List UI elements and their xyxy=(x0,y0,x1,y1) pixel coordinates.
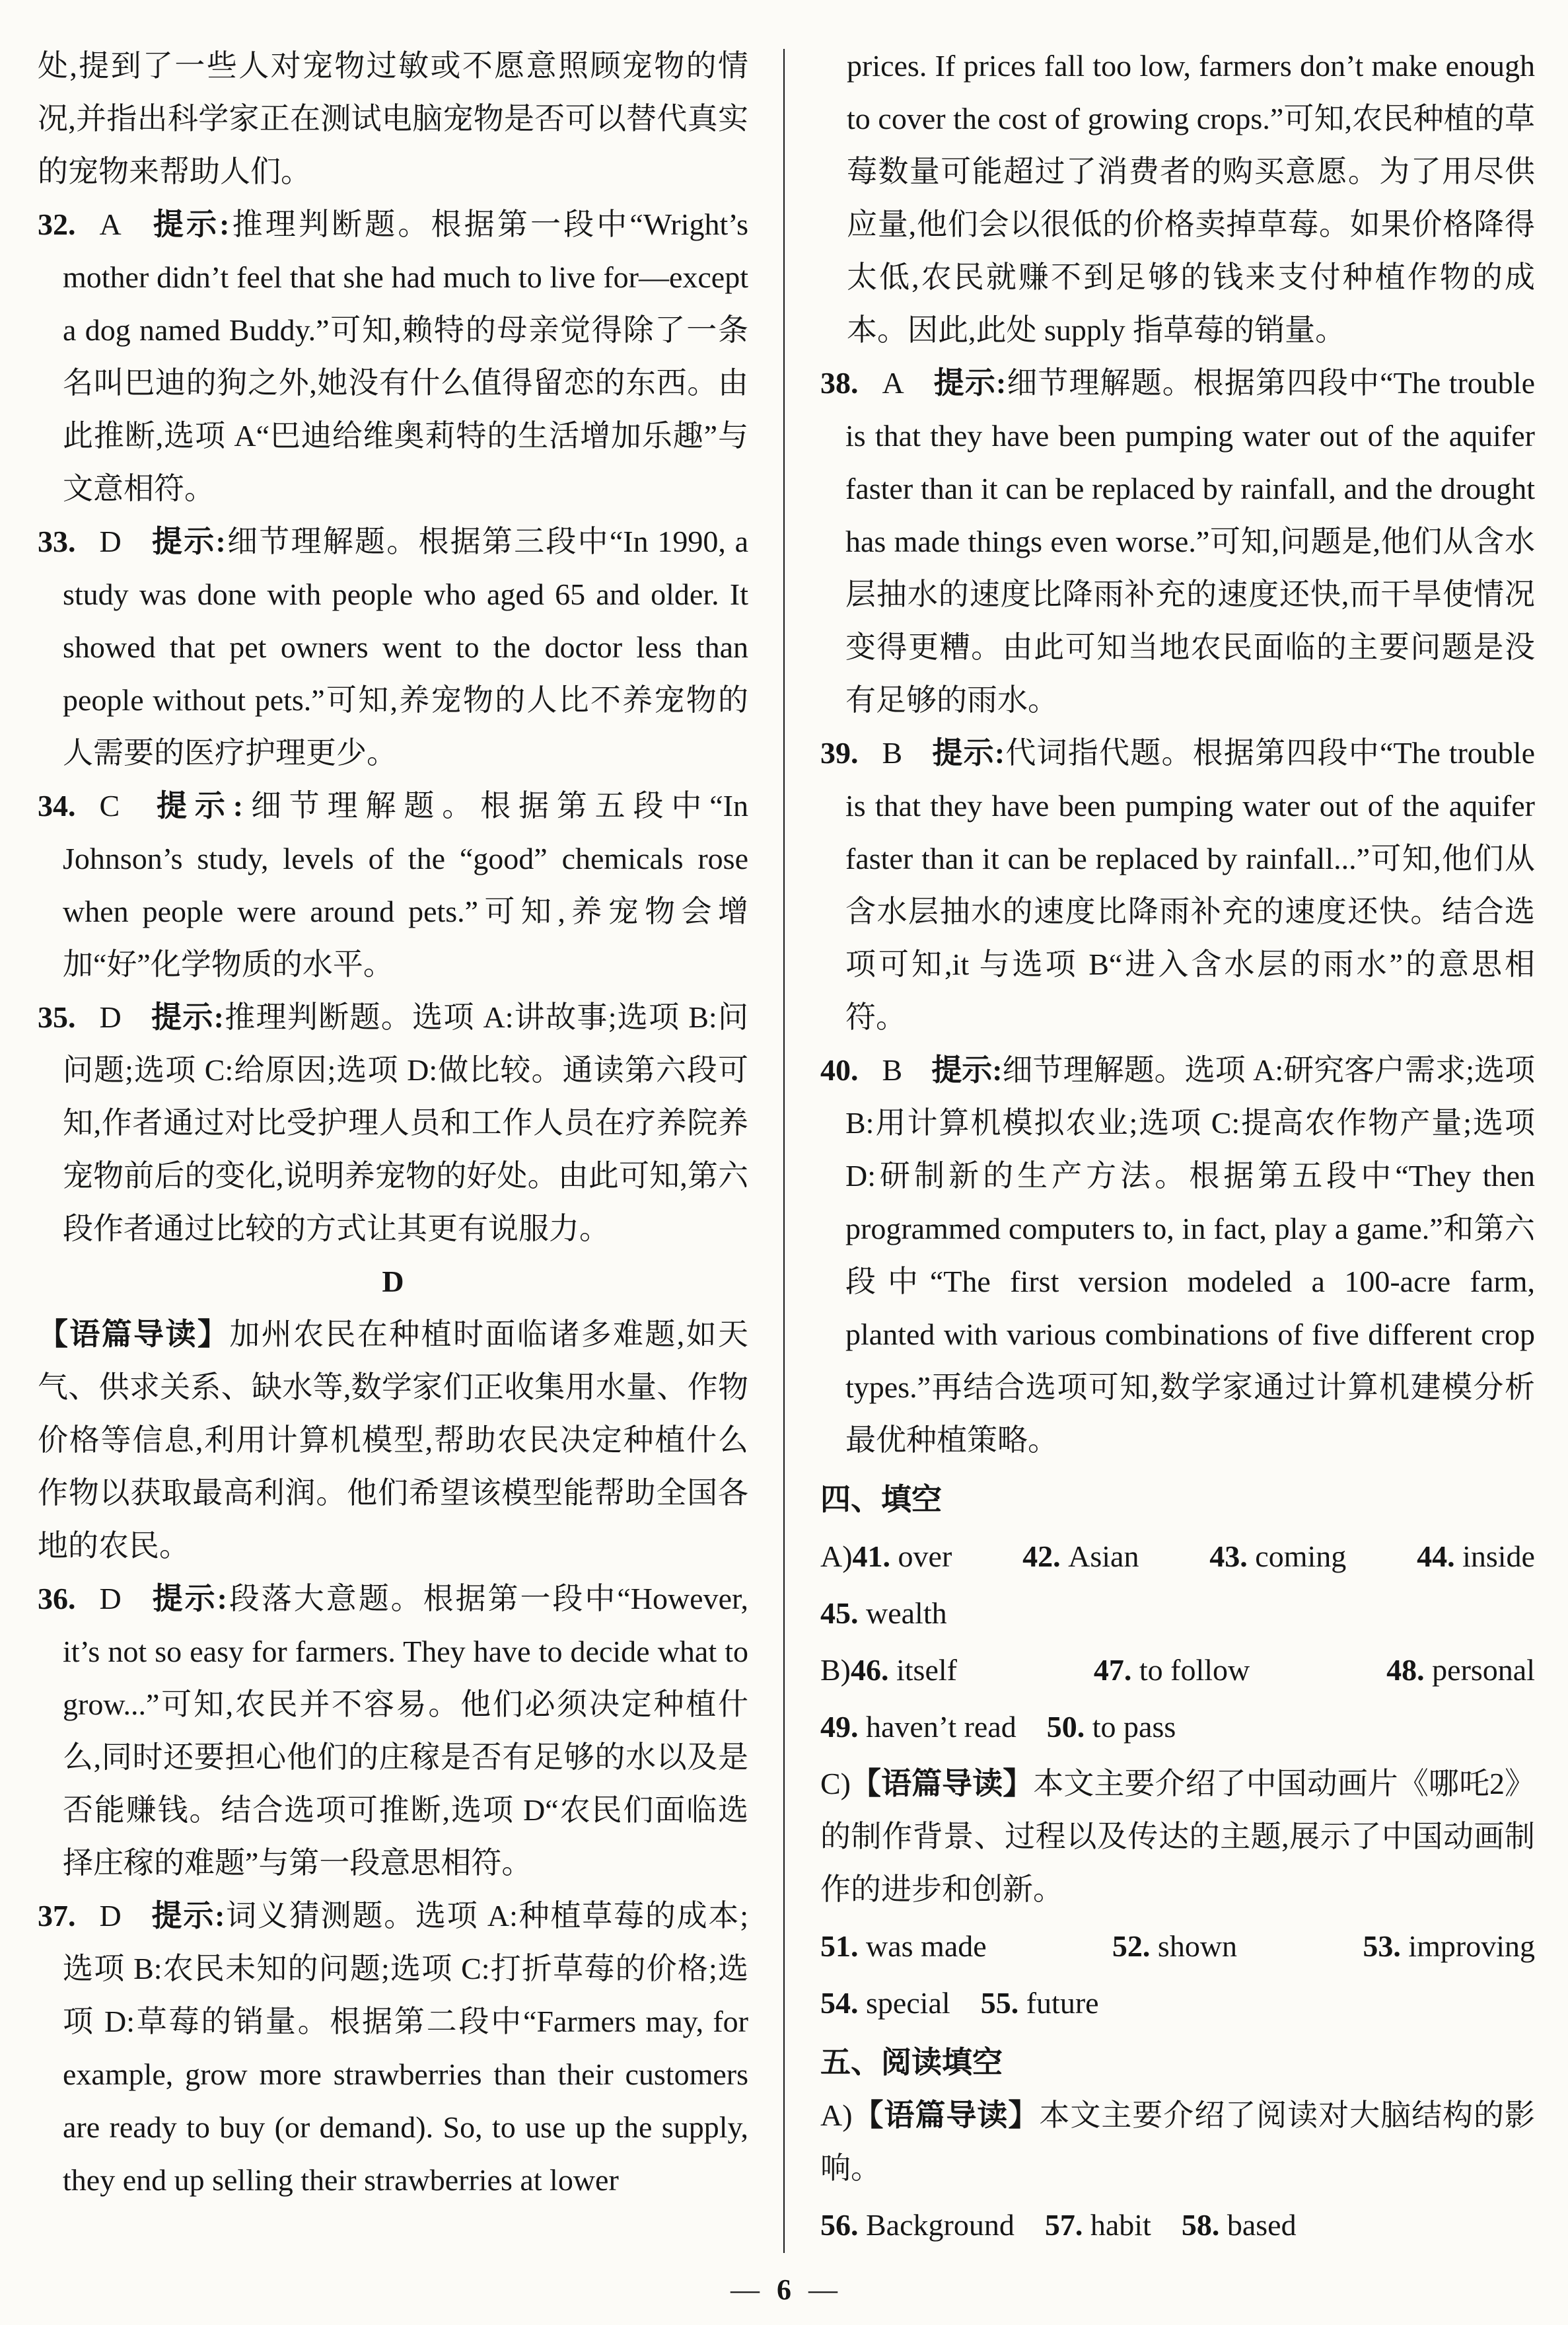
explanation-text: 代词指代题。根据第四段中“The trouble is that they have been pumping water out of the aquifer faster than it can be replaced by rainfall...”可知,他们从含水层抽水的速度比降雨补充的速度还快。结合选项可知,it 与选项 B“进入含水层的雨水”的意思相符。 xyxy=(845,736,1535,1034)
carryover-paragraph xyxy=(38,40,748,198)
blank-answer: based xyxy=(1219,2208,1297,2242)
passage-intro-text: 本文主要介绍了阅读对大脑结构的影响。 xyxy=(820,2098,1536,2185)
passage-intro-label: 【语篇导读】 xyxy=(852,2098,1040,2132)
answer-item-36 xyxy=(38,1572,748,1890)
section-5-heading: 五、阅读填空 xyxy=(820,2046,1003,2079)
carryover-text: 处,提到了一些人对宠物过敏或不愿意照顾宠物的情况,并指出科学家正在测试电脑宠物是否可以替代真实的宠物来帮助人们。 xyxy=(38,49,748,188)
numbered-answer xyxy=(820,1710,1016,1744)
question-number: 33. xyxy=(38,525,76,558)
blank-number: 47. xyxy=(1093,1653,1132,1687)
fill-row-b xyxy=(820,1644,1535,1697)
hint-label: 提示: xyxy=(150,1899,225,1933)
blank-number: 56. xyxy=(820,2208,859,2242)
numbered-answer xyxy=(1417,1530,1535,1583)
answer-letter: C xyxy=(99,789,120,823)
footer-page-number: 6 xyxy=(777,2273,791,2306)
numbered-answer xyxy=(820,1920,987,1973)
blank-answer: coming xyxy=(1247,1539,1347,1573)
explanation-text: 推理判断题。根据第一段中“Wright’s mother didn’t feel that she had much to live for—except a dog named Buddy.”可知,赖特的母亲觉得除了一条名叫巴迪的狗之外,她没有什么值得留恋的东西。由此推断,选项 A“巴迪给维奥莉特的生活增加乐趣”与文意相符。 xyxy=(63,207,748,505)
group-letter-a: A) xyxy=(820,1539,853,1573)
numbered-answer xyxy=(1112,1920,1237,1973)
hint-label: 提示: xyxy=(931,736,1005,770)
blank-number: 41. xyxy=(852,1539,891,1573)
blank-number: 55. xyxy=(980,1986,1019,2020)
blank-number: 48. xyxy=(1386,1653,1425,1687)
blank-number: 44. xyxy=(1417,1539,1455,1573)
fill-row-b2 xyxy=(820,1701,1535,1753)
hint-label: 提示: xyxy=(150,207,230,241)
blank-number: 50. xyxy=(1046,1710,1085,1744)
section-4-heading: 四、填空 xyxy=(820,1483,942,1516)
page-footer xyxy=(0,2273,1568,2307)
hint-label: 提示: xyxy=(150,1582,227,1615)
answer-letter: A xyxy=(882,366,904,400)
explanation-text: 细节理解题。根据第三段中“In 1990, a study was done with people who aged 65 and older. It showed that pet owners went to the doctor less than people without pets.”可知,养宠物的人比不养宠物的人需要的医疗护理更少。 xyxy=(63,525,749,770)
fill-answers-49-50 xyxy=(820,1710,1176,1744)
answer-letter: B xyxy=(882,1053,903,1087)
numbered-answer xyxy=(1047,1710,1176,1744)
blank-answer: shown xyxy=(1150,1929,1238,1963)
blank-number: 46. xyxy=(851,1653,889,1687)
explanation-text: 细节理解题。根据第五段中“In Johnson’s study, levels of the “good” chemicals rose when people were around pets.”可知,养宠物会增加“好”化学物质的水平。 xyxy=(63,789,748,981)
passage-d-intro xyxy=(38,1308,748,1572)
answer-item-32 xyxy=(38,198,748,515)
carryover-text: prices. If prices fall too low, farmers don’t make enough to cover the cost of growing crops.”可知,农民种植的草莓数量可能超过了消费者的购买意愿。为了用尽供应量,他们会以很低的价格卖掉草莓。如果价格降得太低,农民就赚不到足够的钱来支付种植作物的成本。因此,此处 supply 指草莓的销量。 xyxy=(847,49,1535,347)
blank-answer: was made xyxy=(858,1929,987,1963)
numbered-answer xyxy=(820,1986,950,2020)
passage-intro-label: 【语篇导读】 xyxy=(851,1767,1034,1800)
blank-number: 45. xyxy=(820,1596,859,1630)
blank-number: 52. xyxy=(1112,1929,1151,1963)
footer-dash-right: — xyxy=(808,2273,837,2306)
group-letter-c: C) xyxy=(820,1767,851,1800)
question-number: 37. xyxy=(38,1899,76,1933)
question-number: 35. xyxy=(38,1000,76,1034)
numbered-answer xyxy=(1386,1644,1535,1697)
numbered-answer xyxy=(1022,1530,1139,1583)
blank-number: 51. xyxy=(820,1929,859,1963)
item-37-continuation-paragraph xyxy=(820,40,1535,357)
numbered-answer xyxy=(1094,1644,1250,1697)
blank-number: 57. xyxy=(1044,2208,1083,2242)
question-number: 36. xyxy=(38,1582,76,1615)
passage-intro-text: 加州农民在种植时面临诸多难题,如天气、供求关系、缺水等,数学家们正收集用水量、作物价格等信息,利用计算机模型,帮助农民决定种植什么作物以获取最高利润。他们希望该模型能帮助全国各地的农民。 xyxy=(38,1317,749,1563)
blank-answer: to pass xyxy=(1085,1710,1176,1744)
group-letter-a: A) xyxy=(820,2098,853,2132)
explanation-text: 细节理解题。选项 A:研究客户需求;选项 B:用计算机模拟农业;选项 C:提高农作物产量;选项 D:研制新的生产方法。根据第五段中“They then programmed computers to, in fact, play a game.”和第六段中“The first version modeled a 100-acre farm, planted with various combinations of five different crop types.”再结合选项可知,数学家通过计算机建模分析最优种植策略。 xyxy=(845,1053,1536,1457)
explanation-text: 细节理解题。根据第四段中“The trouble is that they have been pumping water out of the aquifer faster than it can be replaced by rainfall, and the drought has made things even worse.”可知,问题是,他们从含水层抽水的速度比降雨补充的速度还快,而干旱使情况变得更糟。由此可知当地农民面临的主要问题是没有足够的雨水。 xyxy=(845,366,1535,717)
blank-answer: over xyxy=(890,1539,952,1573)
numbered-answer xyxy=(1182,2208,1297,2242)
numbered-answer xyxy=(853,1530,952,1583)
fill-answers-45 xyxy=(820,1596,947,1630)
blank-number: 53. xyxy=(1363,1929,1401,1963)
hint-label: 提示: xyxy=(149,789,244,823)
answer-letter: B xyxy=(882,736,903,770)
hint-label: 提示: xyxy=(150,1000,224,1034)
hint-label: 提示: xyxy=(931,1053,1003,1087)
blank-answer: Asian xyxy=(1060,1539,1139,1573)
numbered-answer xyxy=(820,1596,947,1630)
question-number: 38. xyxy=(820,366,859,400)
fill-answers-51-53 xyxy=(820,1920,1535,1973)
answer-item-38 xyxy=(820,357,1535,727)
numbered-answer xyxy=(1209,1530,1346,1583)
blank-answer: improving xyxy=(1400,1929,1535,1963)
column-divider-rule xyxy=(783,49,785,2253)
fill-row-c2 xyxy=(820,1977,1535,2030)
passage-intro-text: 本文主要介绍了中国动画片《哪吒2》的制作背景、过程以及传达的主题,展示了中国动画制作的进步和创新。 xyxy=(820,1767,1536,1906)
blank-answer: to follow xyxy=(1131,1653,1250,1687)
blank-answer: Background xyxy=(858,2208,1015,2242)
fill-answers-46-48 xyxy=(851,1644,1535,1697)
answer-letter: D xyxy=(99,1582,122,1615)
question-number: 32. xyxy=(38,207,76,241)
fill-row-56-58 xyxy=(820,2199,1535,2252)
blank-number: 49. xyxy=(820,1710,859,1744)
passage-intro-5a xyxy=(820,2089,1535,2195)
hint-label: 提示: xyxy=(150,525,226,558)
right-column xyxy=(820,40,1535,2256)
fill-answers-41-44 xyxy=(853,1530,1535,1583)
question-number: 40. xyxy=(820,1053,859,1087)
fill-row-a2 xyxy=(820,1587,1535,1640)
blank-answer: wealth xyxy=(858,1596,947,1630)
fill-answers-54-55 xyxy=(820,1986,1099,2020)
hint-label: 提示: xyxy=(933,366,1007,400)
blank-answer: future xyxy=(1018,1986,1099,2020)
answer-item-37 xyxy=(38,1890,748,2207)
blank-number: 42. xyxy=(1022,1539,1061,1573)
answer-item-40 xyxy=(820,1044,1535,1467)
answer-item-35 xyxy=(38,991,748,1255)
blank-answer: personal xyxy=(1424,1653,1535,1687)
footer-dash-left: — xyxy=(731,2273,760,2306)
explanation-text: 词义猜测题。选项 A:种植草莓的成本;选项 B:农民未知的问题;选项 C:打折草莓的价格;选项 D:草莓的销量。根据第二段中“Farmers may, for example, grow more strawberries than their customers are ready to buy (or demand). So, to use up the supply, they end up selling their strawberries at lower xyxy=(63,1899,748,2197)
passage-intro-c xyxy=(820,1757,1535,1916)
left-column xyxy=(38,40,748,2207)
fill-row-c1 xyxy=(820,1920,1535,1973)
answer-letter: D xyxy=(99,1000,122,1034)
numbered-answer xyxy=(1363,1920,1535,1973)
blank-answer: special xyxy=(858,1986,950,2020)
group-letter-b: B) xyxy=(820,1653,851,1687)
answer-letter: A xyxy=(99,207,122,241)
numbered-answer xyxy=(820,2208,1015,2242)
blank-answer: itself xyxy=(888,1653,957,1687)
blank-number: 58. xyxy=(1181,2208,1220,2242)
fill-row-a xyxy=(820,1530,1535,1583)
answer-letter: D xyxy=(99,525,122,558)
blank-number: 43. xyxy=(1209,1539,1248,1573)
passage-intro-label: 【语篇导读】 xyxy=(38,1317,230,1351)
explanation-text: 推理判断题。选项 A:讲故事;选项 B:问问题;选项 C:给原因;选项 D:做比较。通读第六段可知,作者通过对比受护理人员和工作人员在疗养院养宠物前后的变化,说明养宠物的好处。由此可知,第六段作者通过比较的方式让其更有说服力。 xyxy=(63,1000,748,1245)
numbered-answer xyxy=(981,1986,1099,2020)
passage-d-heading: D xyxy=(382,1265,404,1298)
fill-answers-56-58 xyxy=(820,2208,1297,2242)
blank-answer: inside xyxy=(1454,1539,1535,1573)
blank-answer: haven’t read xyxy=(858,1710,1016,1744)
numbered-answer xyxy=(1045,2208,1151,2242)
explanation-text: 段落大意题。根据第一段中“However, it’s not so easy for farmers. They have to decide what to grow...”可知,农民并不容易。他们必须决定种植什么,同时还要担心他们的庄稼是否有足够的水以及是否能赚钱。结合选项可推断,选项 D“农民们面临选择庄稼的难题”与第一段意思相符。 xyxy=(63,1582,748,1880)
question-number: 34. xyxy=(38,789,76,823)
blank-number: 54. xyxy=(820,1986,859,2020)
answer-letter: D xyxy=(99,1899,122,1933)
question-number: 39. xyxy=(820,736,859,770)
answer-item-39 xyxy=(820,727,1535,1044)
answer-item-34 xyxy=(38,780,748,991)
answer-item-33 xyxy=(38,515,748,780)
numbered-answer xyxy=(851,1644,957,1697)
blank-answer: habit xyxy=(1083,2208,1151,2242)
